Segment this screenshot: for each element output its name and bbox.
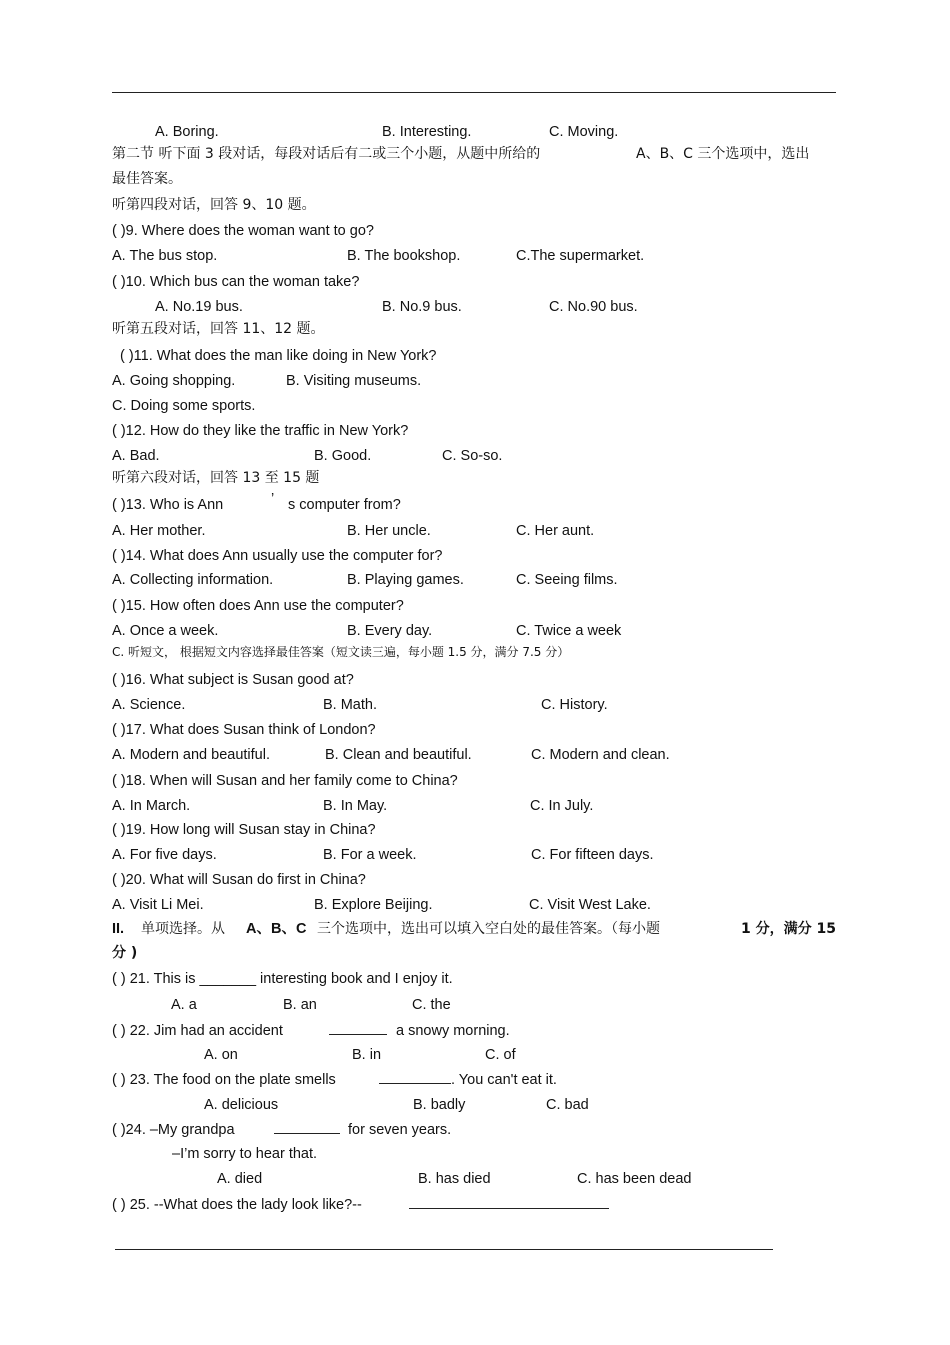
top-rule [112, 92, 836, 93]
q12-option-a: A. Bad. [112, 448, 160, 464]
section2-header: 第二节 听下面 3 段对话，每段对话后有二或三个小题，从题中所给的 [112, 146, 541, 162]
q10-option-c: C. No.90 bus. [549, 299, 638, 315]
q16-option-c: C. History. [541, 697, 608, 713]
q13-option-a: A. Her mother. [112, 523, 206, 539]
q23-stem-end: . You can't eat it. [451, 1072, 557, 1088]
q24-option-a: A. died [217, 1171, 263, 1187]
q10-option-a: A. No.19 bus. [155, 299, 243, 315]
bottom-rule [115, 1249, 773, 1250]
q9-stem: ( )9. Where does the woman want to go? [112, 223, 374, 239]
q24-stem: ( )24. –My grandpa [112, 1122, 235, 1138]
q14-option-b: B. Playing games. [347, 572, 464, 588]
q16-option-a: A. Science. [112, 697, 186, 713]
part-ii-number: II. [112, 921, 125, 937]
q10-stem: ( )10. Which bus can the woman take? [112, 274, 360, 290]
q20-option-b: B. Explore Beijing. [314, 897, 433, 913]
q23-option-b: B. badly [413, 1097, 466, 1113]
q19-stem: ( )19. How long will Susan stay in China? [112, 822, 376, 838]
part-ii-instruction-cont: 三个选项中，选出可以填入空白处的最佳答案。（每小题 [317, 921, 660, 937]
q23-stem: ( ) 23. The food on the plate smells [112, 1072, 336, 1088]
q12-option-b: B. Good. [314, 448, 372, 464]
q19-option-a: A. For five days. [112, 847, 217, 863]
q20-stem: ( )20. What will Susan do first in China? [112, 872, 366, 888]
q22-option-c: C. of [485, 1047, 516, 1063]
q25-stem: ( ) 25. --What does the lady look like?-- [112, 1197, 362, 1213]
part-ii-score-end: 分 ) [112, 945, 138, 961]
q19-option-b: B. For a week. [323, 847, 417, 863]
q18-option-a: A. In March. [112, 798, 191, 814]
q13-option-c: C. Her aunt. [516, 523, 595, 539]
q18-option-b: B. In May. [323, 798, 388, 814]
q16-stem: ( )16. What subject is Susan good at? [112, 672, 354, 688]
q22-option-a: A. on [204, 1047, 238, 1063]
q22-blank [329, 1022, 387, 1035]
q12-stem: ( )12. How do they like the traffic in New York? [112, 423, 409, 439]
q16-option-b: B. Math. [323, 697, 377, 713]
q11-stem: ( )11. What does the man like doing in New York? [120, 348, 437, 364]
dialog5-instruction: 听第五段对话，回答 11、12 题。 [112, 321, 325, 337]
q8-option-a: A. Boring. [155, 124, 219, 140]
q22-stem-end: a snowy morning. [396, 1023, 510, 1039]
q12-option-c: C. So-so. [442, 448, 503, 464]
q21-option-c: C. the [412, 997, 451, 1013]
q24-option-b: B. has died [418, 1171, 491, 1187]
q23-blank [379, 1071, 451, 1084]
dialog4-instruction: 听第四段对话，回答 9、10 题。 [112, 197, 316, 213]
q15-stem: ( )15. How often does Ann use the computer? [112, 598, 404, 614]
q24-reply: –I’m sorry to hear that. [172, 1146, 318, 1162]
q21-option-b: B. an [283, 997, 317, 1013]
q19-option-c: C. For fifteen days. [531, 847, 654, 863]
q11-option-b: B. Visiting museums. [286, 373, 422, 389]
q24-stem-end: for seven years. [348, 1122, 452, 1138]
q13-option-b: B. Her uncle. [347, 523, 431, 539]
q20-option-a: A. Visit Li Mei. [112, 897, 204, 913]
part-ii-instruction: 单项选择。从 [141, 921, 225, 937]
q10-option-b: B. No.9 bus. [382, 299, 462, 315]
q8-option-c: C. Moving. [549, 124, 619, 140]
q17-option-b: B. Clean and beautiful. [325, 747, 472, 763]
dialog6-instruction: 听第六段对话，回答 13 至 15 题 [112, 470, 320, 486]
q25-blank [409, 1196, 609, 1209]
q20-option-c: C. Visit West Lake. [529, 897, 651, 913]
q13-stem-end: s computer from? [288, 497, 401, 513]
section2-header-cont: A、B、C 三个选项中，选出 [636, 146, 810, 162]
q24-option-c: C. has been dead [577, 1171, 692, 1187]
q21-stem: ( ) 21. This is _______ interesting book and I enjoy it. [112, 971, 453, 987]
q15-option-c: C. Twice a week [516, 623, 622, 639]
q13-apostrophe: ’ [271, 491, 275, 507]
q13-stem: ( )13. Who is Ann [112, 497, 224, 513]
q15-option-b: B. Every day. [347, 623, 433, 639]
q8-option-b: B. Interesting. [382, 124, 472, 140]
section2-header-end: 最佳答案。 [112, 171, 182, 187]
q17-option-c: C. Modern and clean. [531, 747, 670, 763]
q9-option-a: A. The bus stop. [112, 248, 218, 264]
q18-stem: ( )18. When will Susan and her family come to China? [112, 773, 458, 789]
q21-option-a: A. a [171, 997, 197, 1013]
q17-stem: ( )17. What does Susan think of London? [112, 722, 376, 738]
q23-option-c: C. bad [546, 1097, 589, 1113]
q17-option-a: A. Modern and beautiful. [112, 747, 270, 763]
part-ii-abc: A、B、C [246, 921, 307, 937]
q14-stem: ( )14. What does Ann usually use the computer for? [112, 548, 443, 564]
q11-option-a: A. Going shopping. [112, 373, 236, 389]
part-ii-score: 1 分，满分 15 [741, 921, 836, 937]
q22-option-b: B. in [352, 1047, 382, 1063]
q9-option-c: C.The supermarket. [516, 248, 645, 264]
q9-option-b: B. The bookshop. [347, 248, 461, 264]
q11-option-c: C. Doing some sports. [112, 398, 256, 414]
q18-option-c: C. In July. [530, 798, 594, 814]
q14-option-a: A. Collecting information. [112, 572, 274, 588]
q14-option-c: C. Seeing films. [516, 572, 618, 588]
q24-blank [274, 1121, 340, 1134]
part-c-instruction: C. 听短文， 根据短文内容选择最佳答案（短文读三遍，每小题 1.5 分，满分 7.5 分） [112, 645, 570, 659]
q22-stem: ( ) 22. Jim had an accident [112, 1023, 283, 1039]
q15-option-a: A. Once a week. [112, 623, 219, 639]
q23-option-a: A. delicious [204, 1097, 279, 1113]
